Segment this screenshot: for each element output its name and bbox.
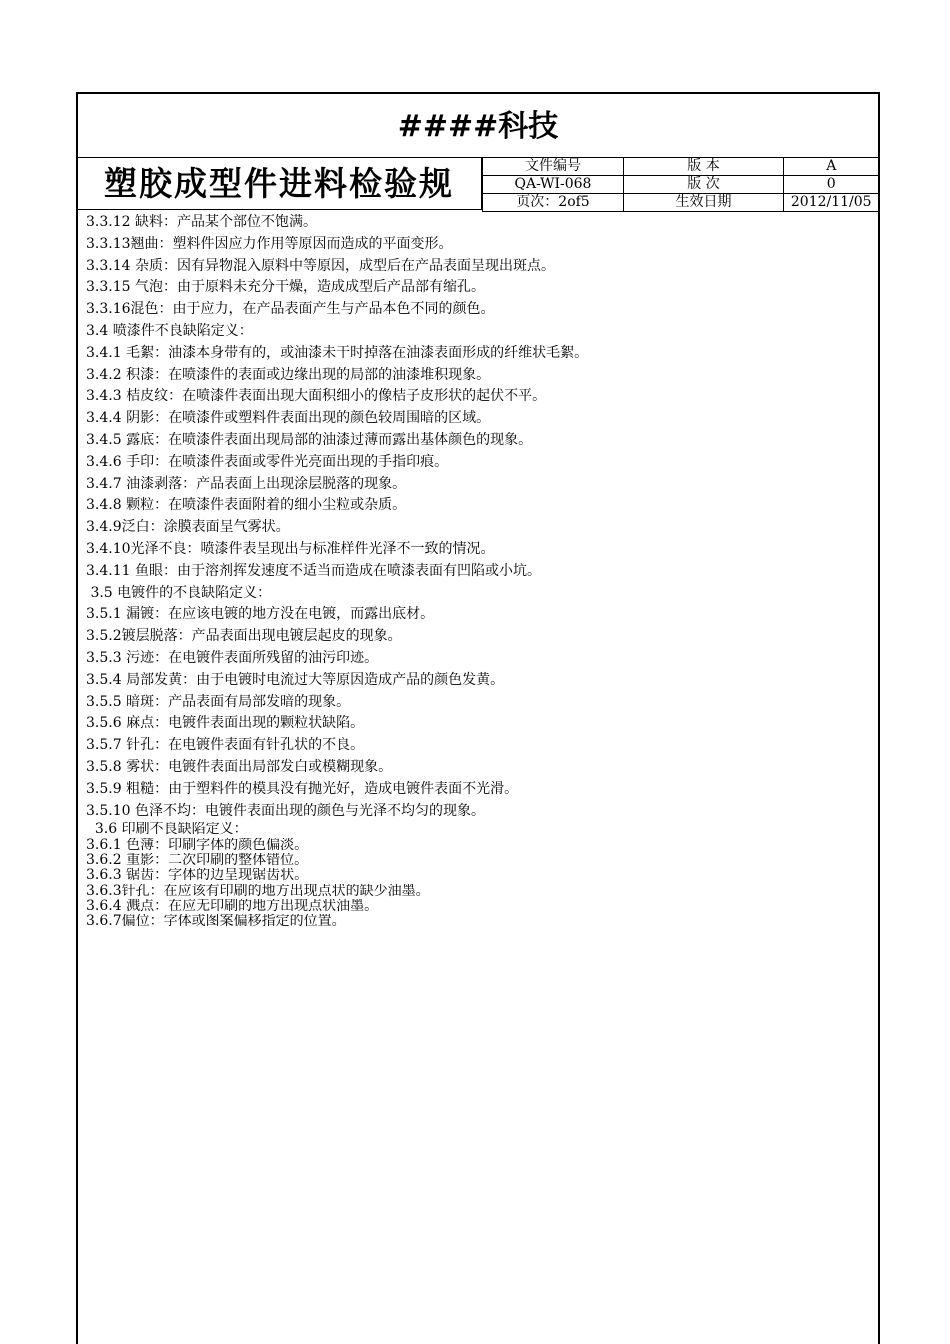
revision-label: 版 次: [624, 176, 784, 194]
section-heading: 3.6 印刷不良缺陷定义：: [86, 822, 248, 838]
document-meta-table: [482, 158, 879, 212]
section-heading: 3.5 电镀件的不良缺陷定义：: [86, 584, 272, 601]
revision-value: 0: [784, 176, 879, 194]
effective-date-value: 2012/11/05: [784, 194, 879, 212]
definition-line: 3.4.1 毛絮：油漆本身带有的，或油漆未干时掉落在油漆表面形成的纤维状毛絮。: [86, 344, 589, 361]
definition-line: 3.5.5 暗斑：产品表面有局部发暗的现象。: [86, 693, 351, 710]
definition-line: 3.4.7 油漆剥落：产品表面上出现涂层脱落的现象。: [86, 475, 407, 492]
definition-line: 3.4.2 积漆：在喷漆件的表面或边缘出现的局部的油漆堆积现象。: [86, 366, 491, 383]
definition-line: 3.4.3 桔皮纹：在喷漆件表面出现大面积细小的像桔子皮形状的起伏不平。: [86, 388, 547, 405]
company-name: ####科技: [78, 94, 878, 158]
definition-line: 3.3.12 缺料：产品某个部位不饱满。: [86, 214, 317, 230]
definition-line: 3.6.7偏位：字体或图案偏移指定的位置。: [86, 914, 346, 930]
definition-line: 3.5.6 麻点：电镀件表面出现的颗粒状缺陷。: [86, 715, 365, 732]
document-frame: [76, 92, 880, 1344]
definition-line: 3.6.3针孔：在应该有印刷的地方出现点状的缺少油墨。: [86, 883, 430, 899]
definition-line: 3.3.14 杂质：因有异物混入原料中等原因，成型后在产品表面呈现出斑点。: [86, 257, 555, 274]
definition-line: 3.4.6 手印：在喷漆件表面或零件光亮面出现的手指印痕。: [86, 453, 449, 470]
doc-no-value: QA-WI-068: [483, 176, 624, 194]
definition-line: 3.4.10光泽不良：喷漆件表呈现出与标准样件光泽不一致的情况。: [86, 540, 495, 557]
definition-line: 3.6.1 色薄：印刷字体的颜色偏淡。: [86, 837, 309, 853]
version-label: 版 本: [624, 158, 784, 176]
defect-definitions: [86, 212, 872, 929]
definition-line: 3.5.3 污迹：在电镀件表面所残留的油污印迹。: [86, 649, 379, 666]
section-heading: 3.4 喷漆件不良缺陷定义：: [86, 322, 253, 339]
definition-line: 3.5.1 漏镀：在应该电镀的地方没在电镀，而露出底材。: [86, 606, 435, 623]
definition-line: 3.5.2镀层脱落：产品表面出现电镀层起皮的现象。: [86, 628, 402, 645]
definition-line: 3.5.10 色泽不均：电镀件表面出现的颜色与光泽不均匀的现象。: [86, 802, 485, 819]
definition-line: 3.4.5 露底：在喷漆件表面出现局部的油漆过薄而露出基体颜色的现象。: [86, 431, 533, 448]
definition-line: 3.3.15 气泡：由于原料未充分干燥，造成成型后产品部有缩孔。: [86, 279, 485, 296]
definition-line: 3.6.2 重影：二次印刷的整体错位。: [86, 852, 309, 868]
definition-line: 3.5.4 局部发黄：由于电镀时电流过大等原因造成产品的颜色发黄。: [86, 671, 505, 688]
definition-line: 3.5.7 针孔：在电镀件表面有针孔状的不良。: [86, 737, 365, 754]
definition-line: 3.5.8 雾状：电镀件表面出局部发白或模糊现象。: [86, 758, 393, 775]
definition-line: 3.4.9泛白：涂膜表面呈气雾状。: [86, 519, 290, 536]
definition-line: 3.4.11 鱼眼：由于溶剂挥发速度不适当而造成在喷漆表面有凹陷或小坑。: [86, 562, 541, 579]
effective-date-label: 生效日期: [624, 194, 784, 212]
definition-line: 3.3.13翘曲：塑料件因应力作用等原因而造成的平面变形。: [86, 235, 453, 252]
definition-line: 3.3.16混色：由于应力，在产品表面产生与产品本色不同的颜色。: [86, 301, 495, 318]
page-number: 页次：2of5: [483, 194, 624, 212]
document-title: 塑胶成型件进料检验规: [78, 158, 482, 210]
definition-line: 3.6.4 溅点：在应无印刷的地方出现点状油墨。: [86, 898, 379, 914]
definition-line: 3.4.8 颗粒：在喷漆件表面附着的细小尘粒或杂质。: [86, 497, 407, 514]
doc-no-label: 文件编号: [483, 158, 624, 176]
version-value: A: [784, 158, 879, 176]
definition-line: 3.6.3 锯齿：字体的边呈现锯齿状。: [86, 868, 309, 884]
definition-line: 3.5.9 粗糙：由于塑料件的模具没有抛光好，造成电镀件表面不光滑。: [86, 780, 519, 797]
definition-line: 3.4.4 阴影：在喷漆件或塑料件表面出现的颜色较周围暗的区域。: [86, 410, 491, 427]
